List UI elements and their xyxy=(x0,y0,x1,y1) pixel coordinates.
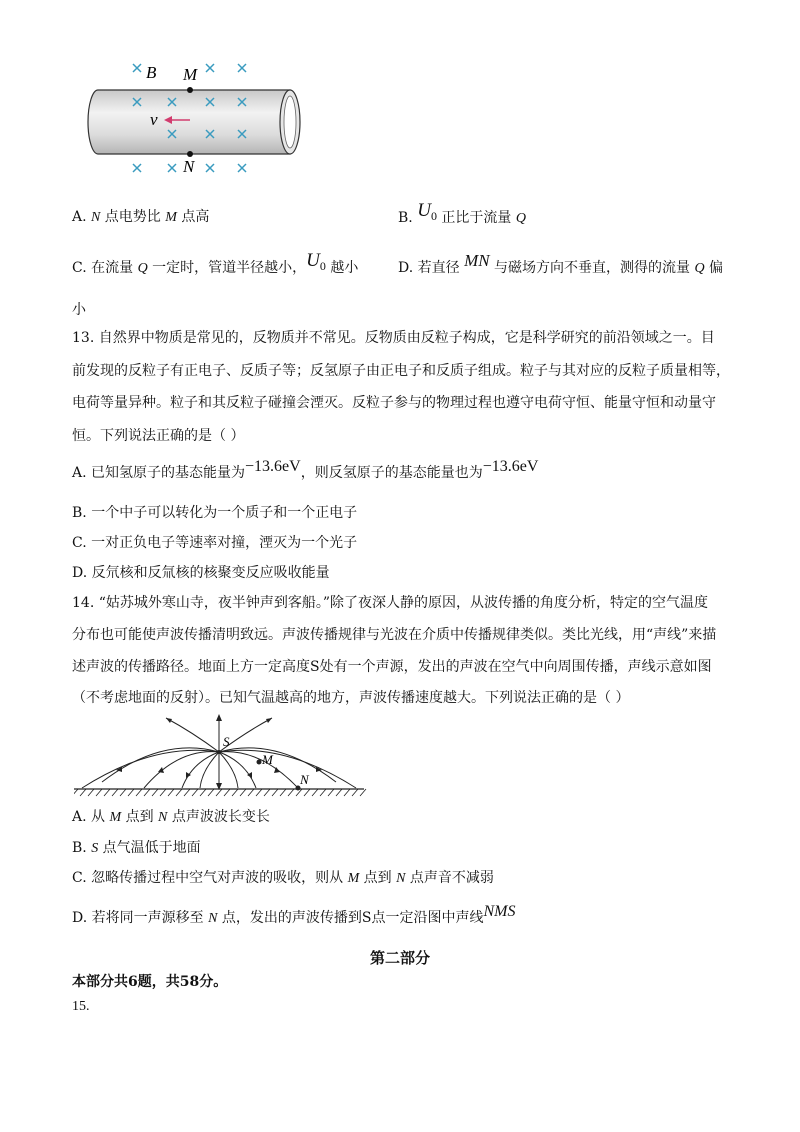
q12-option-D-continued: 小 xyxy=(72,302,86,318)
q13-option-C: C. 一对正负电子等速率对撞，湮灭为一个光子 xyxy=(72,535,358,551)
q14-option-A: A. 从 M 点到 N 点声波波长变长 xyxy=(72,809,270,825)
ground-hatching xyxy=(74,789,366,796)
q15-number: 15. xyxy=(72,999,90,1014)
q13-option-B: B. 一个中子可以转化为一个质子和一个正电子 xyxy=(72,505,358,521)
q13-option-D: D. 反氘核和反氚核的核聚变反应吸收能量 xyxy=(72,565,330,581)
q13-stem-line-2: 前发现的反粒子有正电子、反质子等；反氢原子由正电子和反质子组成。粒子与其对应的反粒子质量相等， xyxy=(72,363,730,379)
source-S xyxy=(217,750,221,754)
label-N: N xyxy=(300,772,309,787)
q14-stem-line-2: 分布也可能使声波传播清明致远。声波传播规律与光波在介质中传播规律类似。类比光线，用“声线”来描 xyxy=(72,627,717,643)
part2-title: 第二部分 xyxy=(369,949,430,967)
q12-option-B: B. $U_0$ 正比于流量 Q xyxy=(398,200,526,226)
q12-option-A: A. N 点电势比 M 点高 xyxy=(72,209,210,225)
q13-stem-line-3: 电荷等量异种。粒子和其反粒子碰撞会湮灭。反粒子参与的物理过程也遵守电荷守恒、能量守恒和动量守 xyxy=(72,395,716,411)
sound-ray-figure xyxy=(74,712,374,802)
q12-option-D: D. 若直径 MN 与磁场方向不垂直，测得的流量 Q 偏 xyxy=(398,251,724,276)
q14-stem-line-1: 14. “姑苏城外寒山寺，夜半钟声到客船。”除了夜深人静的原因，从波传播的角度分析，特定的空气温度 xyxy=(72,595,709,611)
point-M xyxy=(257,760,262,765)
q14-option-D: D. 若将同一声源移至 N 点，发出的声波传播到S点一定沿图中声线NMS xyxy=(72,903,516,926)
label-N: N xyxy=(183,157,195,176)
label-M: M xyxy=(183,65,198,84)
label-B: B xyxy=(146,63,157,82)
label-v: v xyxy=(150,110,158,129)
q14-option-B: B. S 点气温低于地面 xyxy=(72,840,201,856)
q13-stem-line-4: 恒。下列说法正确的是（ ） xyxy=(72,428,245,444)
pipe-body xyxy=(88,90,290,154)
q14-stem-line-4: （不考虑地面的反射）。已知气温越高的地方，声波传播速度越大。下列说法正确的是（ ） xyxy=(72,690,630,706)
part2-info: 本部分共6题，共58分。 xyxy=(72,974,228,990)
label-S: S xyxy=(223,734,230,749)
q12-option-C: C. 在流量 Q 一定时，管道半径越小，$U_0$ 越小 xyxy=(72,250,359,276)
q14-option-C: C. 忽略传播过程中空气对声波的吸收，则从 M 点到 N 点声音不减弱 xyxy=(72,870,494,886)
q14-stem-line-3: 述声波的传播路径。地面上方一定高度S处有一个声源，发出的声波在空气中向周围传播，声线示意如图 xyxy=(72,659,712,675)
q13-option-A: A. 已知氢原子的基态能量为−13.6eV，则反氢原子的基态能量也为−13.6eV xyxy=(72,458,539,481)
pipe-magnetic-field-figure xyxy=(80,58,310,186)
q13-stem-line-1: 13. 自然界中物质是常见的，反物质并不常见。反物质由反粒子构成，它是科学研究的前沿领域之一。目 xyxy=(72,330,715,346)
label-M: M xyxy=(262,752,273,767)
point-M xyxy=(187,87,193,93)
